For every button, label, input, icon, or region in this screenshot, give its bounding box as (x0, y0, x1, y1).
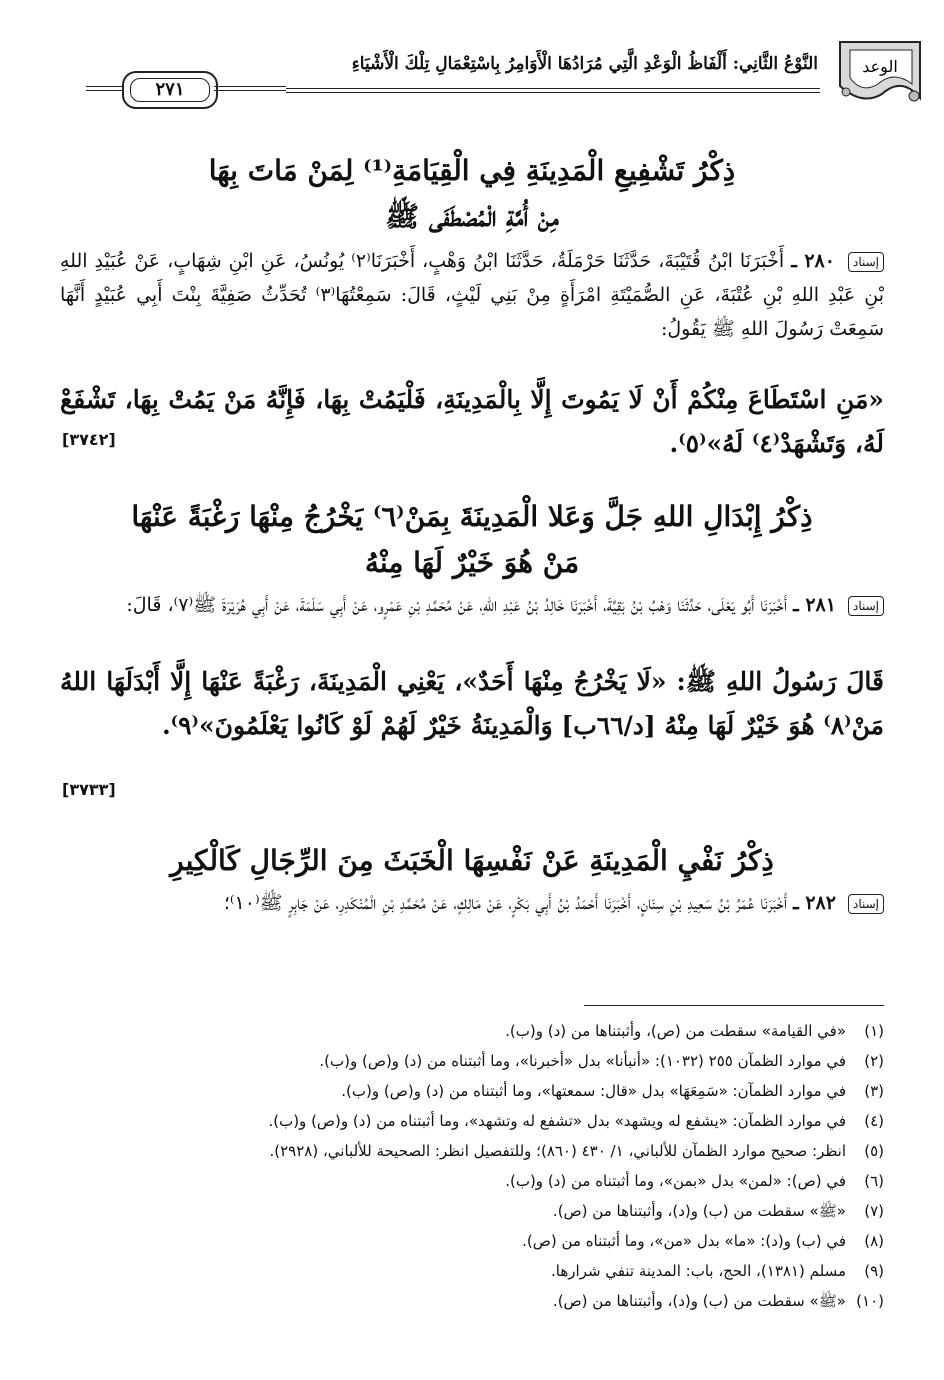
footnote: (٨)في (ب) و(د): «ما» بدل «من»، وما أثبتناه من (ص). (522, 1232, 884, 1250)
footnote: (٤)في موارد الظمآن: «يشفع له ويشهد» بدل «تشفع له وتشهد»، وما أثبتناه من (د) و(ص) و(ب). (268, 1112, 884, 1130)
hadith-text: «مَنِ اسْتَطَاعَ مِنْكُمْ أَنْ لَا يَمُوتَ إِلَّا بِالْمَدِينَةِ، فَلْيَمُتْ بِهَا، فَإِنَّهُ مَنْ يَمُتْ بِهَا، تَشْفَعْ لَهُ، وَتَشْهَدْ⁽٤⁾ لَهُ»⁽٥⁾. (60, 385, 884, 458)
section-heading (60, 148, 884, 240)
footnote: (٧)«ﷺ» سقطت من (ب) و(د)، وأثبتناها من (ص). (552, 1202, 884, 1220)
heading-line: ذِكْرُ نَفْيِ الْمَدِينَةِ عَنْ نَفْسِهَا الْخَبَثَ مِنَ الرِّجَالِ كَالْكِيرِ (170, 844, 774, 877)
isnad-badge: إسناد (848, 252, 884, 272)
isnad-badge: إسناد (848, 894, 884, 914)
header-left-rule (86, 86, 122, 91)
isnad-badge: إسناد (848, 596, 884, 616)
footnote-rule (584, 1005, 884, 1006)
heading-line: ذِكْرُ إِبْدَالِ اللهِ جَلَّ وَعَلا الْمَدِينَةَ بِمَنْ⁽٦⁾ يَخْرُجُ مِنْهَا رَغْبَةً عَنْهَا (131, 500, 813, 533)
page-number: ٢٧١ (130, 78, 210, 102)
hadith-number: ٢٨٢ ـ (793, 892, 836, 914)
header-mid-rule (214, 86, 286, 91)
header-rule (286, 88, 820, 93)
hadith-chain (60, 244, 884, 346)
chain-text: أَخْبَرَنَا ابْنُ قُتَيْبَةَ، حَدَّثَنَا حَرْمَلَةُ، حَدَّثَنَا ابْنُ وَهْبٍ، أَخْبَرَنَا⁽٢⁾ يُونُسُ، عَنِ ابْنِ شِهَابٍ، عَنْ عُبَيْدِ اللهِ بْنِ عَبْدِ اللهِ بْنِ عُتْبَةَ، عَنِ الصُّمَيْتَةِ امْرَأَةٍ مِنْ بَنِي لَيْثٍ، قَالَ: سَمِعْتُهَا⁽٣⁾ تُحَدِّثُ صَفِيَّةَ بِنْتَ أَبِي عُبَيْدٍ أَنَّهَا سَمِعَتْ رَسُولَ اللهِ ﷺ يَقُولُ: (60, 250, 885, 340)
footnote: (٣)في موارد الظمآن: «سَمِعَهَا» بدل «قال: سمعتها»، وما أثبتناه من (د) و(ص) و(ب). (341, 1082, 884, 1100)
footnote: (٦)في (ص): «لمن» بدل «بمن»، وما أثبتناه من (د) و(ب). (505, 1172, 884, 1190)
footnote: (١)«في القيامة» سقطت من (ص)، وأثبتناها من (د) و(ب). (505, 1022, 884, 1040)
page-number-box (122, 71, 218, 109)
footnote: (٢)في موارد الظمآن ٢٥٥ (١٠٣٢): «أنبأنا» بدل «أخبرنا»، وما أثبتناه من (د) و(ص) و(ب). (319, 1052, 884, 1070)
page-header (86, 36, 928, 106)
hadith-number: ٢٨٠ ـ (791, 250, 835, 272)
hadith-reference: [٣٧٣٣] (62, 780, 116, 799)
heading-line: مِنْ أُمَّةِ الْمُصْطَفَى ﷺ (385, 200, 559, 233)
section-heading (60, 838, 884, 884)
hadith-number: ٢٨١ ـ (793, 594, 836, 616)
footnote: (٥)انظر: صحيح موارد الظمآن للألباني، ١/ ٤٣٠ (٨٦٠)؛ وللتفصيل انظر: الصحيحة للألباني، (٢٩٢٨). (269, 1142, 884, 1160)
footnote: (٩)مسلم (١٣٨١)، الحج، باب: المدينة تنفي شرارها. (551, 1262, 884, 1280)
svg-text:الوعد: الوعد (862, 57, 898, 76)
corner-ornament-icon (832, 36, 928, 106)
section-heading (60, 494, 884, 586)
heading-line: مَنْ هُوَ خَيْرٌ لَهَا مِنْهُ (364, 546, 580, 579)
chain-text: أَخْبَرَنَا عُمَرُ بْنُ سَعِيدِ بْنِ سِنَانٍ، أَخْبَرَنَا أَحْمَدُ بْنُ أَبِي بَكْرٍ، عَنْ مَالِكٍ، عَنْ مُحَمَّدِ بْنِ الْمُنْكَدِرِ، عَنْ جَابِرٍ ﷺ⁽١٠⁾؛ (223, 892, 788, 914)
heading-line: ذِكْرُ تَشْفِيعِ الْمَدِينَةِ فِي الْقِيَامَةِ⁽¹⁾ لِمَنْ مَاتَ بِهَا (208, 154, 736, 187)
chain-text: أَخْبَرَنَا أَبُو يَعْلَى، حَدَّثَنَا وَهْبُ بْنُ بَقِيَّةَ، أَخْبَرَنَا خَالِدُ بْنُ عَبْدِ اللهِ، عَنْ مُحَمَّدِ بْنِ عَمْرٍو، عَنْ أَبِي سَلَمَةَ، عَنْ أَبِي هُرَيْرَةَ ﷺ⁽٧⁾، قَالَ: (126, 594, 788, 616)
header-title: النَّوْعُ الثَّانِي: أَلْفَاظُ الْوَعْدِ الَّتِي مُرَادُهَا الْأَوَامِرُ بِاسْتِعْمَالِ تِلْكَ الْأَشْيَاءِ (351, 54, 818, 74)
hadith-chain (60, 886, 884, 920)
footnote: (١٠)«ﷺ» سقطت من (ب) و(د)، وأثبتناها من (ص). (552, 1292, 884, 1310)
hadith-reference: [٣٧٤٢] (62, 430, 116, 449)
hadith-text: قَالَ رَسُولُ اللهِ ﷺ: «لَا يَخْرُجُ مِنْهَا أَحَدٌ»، يَعْنِي الْمَدِينَةَ، رَغْبَةً عَنْهَا إِلَّا أَبْدَلَهَا اللهُ مَنْ⁽٨⁾ هُوَ خَيْرٌ لَهَا مِنْهُ [د/٦٦ب] وَالْمَدِينَةُ خَيْرٌ لَهُمْ لَوْ كَانُوا يَعْلَمُونَ»⁽٩⁾. (60, 667, 884, 740)
footnotes (60, 1016, 884, 1316)
hadith-chain (60, 588, 884, 622)
